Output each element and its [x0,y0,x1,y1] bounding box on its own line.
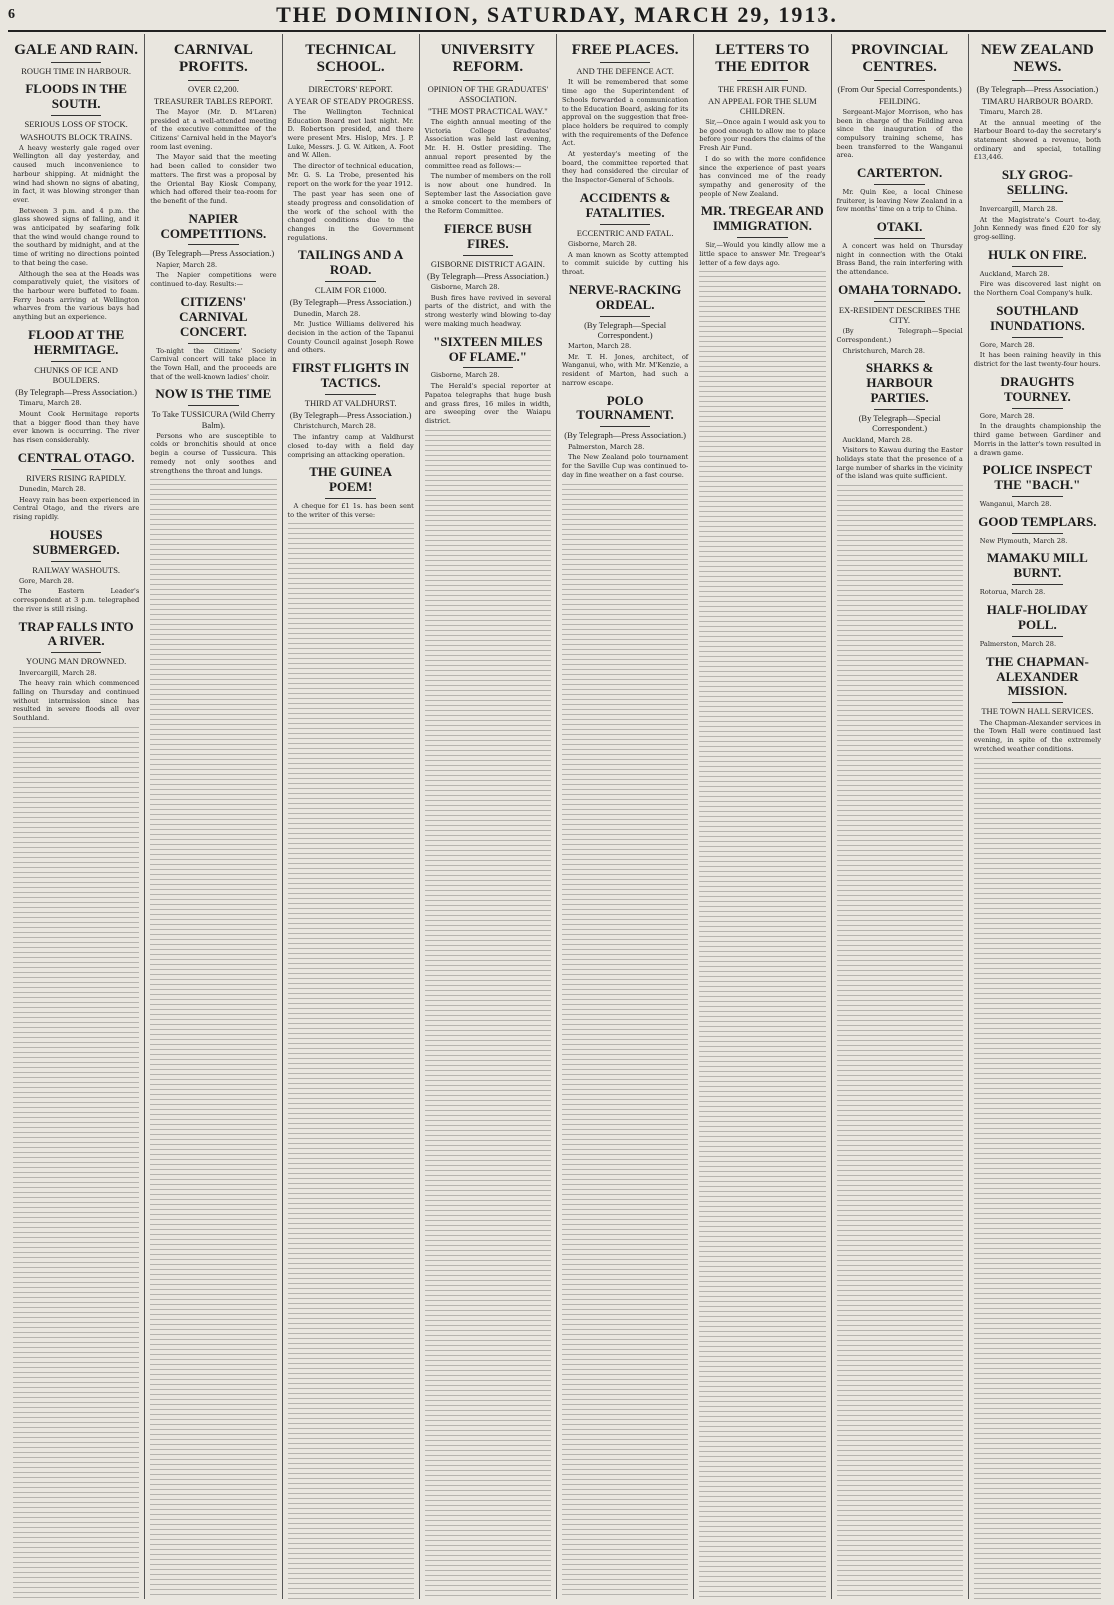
article-body [974,412,1101,458]
article-subheading: DIRECTORS' REPORT. [308,83,393,94]
column-4 [420,34,557,1599]
headline-rule [1012,408,1063,409]
column-5 [557,34,694,1599]
article-headline: FLOODS IN THE SOUTH. [25,81,127,112]
article-paragraph: (By Telegraph—Special Correspondent.) [836,327,963,344]
article [974,248,1101,298]
article [699,204,825,267]
article-paragraph: Dunedin, March 28. [19,484,86,493]
article [13,328,139,445]
article-body [562,443,688,480]
article-body [837,436,963,482]
article-body [562,78,688,184]
article-paragraph: Gisborne, March 28. [430,283,500,292]
article-paragraph: Dunedin, March 28. [293,309,361,318]
headline-rule [188,405,239,406]
article [150,42,276,206]
headline-rule [874,301,925,302]
article [13,620,139,723]
article-body [974,537,1101,546]
article [974,603,1101,649]
article-subheading: A YEAR OF STEADY PROGRESS. [287,95,414,106]
article-subheading: ROUGH TIME IN HARBOUR. [21,66,132,77]
headline-rule [600,316,651,317]
article-body [837,108,963,160]
article-headline: CARNIVAL PROFITS. [173,42,253,76]
headline-rule [51,469,102,470]
headline-rule [188,244,239,245]
article-paragraph: It has been raining heavily in this district for the last twenty-four hours. [973,351,1101,369]
article-body [13,399,139,445]
article-headline: CENTRAL OTAGO. [17,449,135,465]
article-paragraph: The Wellington Technical Education Board met last night. Mr. D. Robertson presided, and there were present Mrs. Hislop, Mrs. J. P. Luke, Messrs. J. G. W. Aitken, A. Foot and W. Allen. [287,107,414,160]
article-subheading: (By Telegraph—Special Correspondent.) [858,413,941,434]
article [562,42,688,185]
article-subheading: YOUNG MAN DROWNED. [25,656,127,667]
article-headline: POLICE INSPECT THE "BACH." [982,462,1093,493]
article-subheading: CLAIM FOR £1000. [314,285,387,296]
headline-rule [51,561,102,562]
article [150,387,276,475]
article-paragraph: Gisborne, March 28. [568,239,637,248]
article-headline: HALF-HOLIDAY POLL. [986,602,1089,632]
article-headline: TECHNICAL SCHOOL. [305,42,397,76]
article-paragraph: Rotorua, March 28. [979,588,1046,597]
article-paragraph: Between 3 p.m. and 4 p.m. the glass showed signs of falling, and it was anticipated by seafaring folk that the wind would change round to the southard by midnight, and at the time of writing no directions pointed to that being the case. [13,206,140,267]
article-body [837,327,963,355]
article-paragraph: Mount Cook Hermitage reports that a bigger flood than they have ever known is occurring. The river has risen considerably. [13,409,140,444]
article [974,655,1101,754]
article [974,375,1101,457]
article-body [150,261,276,289]
column-text-lines [974,758,1101,1599]
article [837,283,963,355]
article-body [974,500,1101,509]
article [974,168,1101,242]
article-body [288,108,414,243]
masthead [8,0,1106,32]
article-body [974,640,1101,649]
article-headline: FREE PLACES. [571,42,679,58]
article-body [974,108,1101,162]
article-subheading: ECCENTRIC AND FATAL. [576,227,674,238]
article-subheading: WASHOUTS BLOCK TRAINS. [20,131,133,142]
article-headline: NERVE-RACKING ORDEAL. [569,281,682,312]
article-paragraph: Gore, March 28. [979,340,1035,349]
article-headline: SOUTHLAND INUNDATIONS. [990,302,1085,333]
headline-rule [737,80,788,81]
headline-rule [188,80,239,81]
article-subheading: TREASURER TABLES REPORT. [154,95,273,106]
article [288,465,414,519]
article-body [974,341,1101,369]
article-paragraph: Palmerston, March 28. [568,442,645,451]
article-headline: CITIZENS' CARNIVAL CONCERT. [179,293,248,339]
page-number: 6 [8,7,15,22]
article [150,295,276,382]
article [699,42,825,198]
article-paragraph: The Chapman-Alexander services in the Town Hall were continued last evening, in spite of the extremely wretched weather conditions. [973,718,1101,753]
article-paragraph: It will be remembered that some time ago the Superintendent of Schools forwarded a communication to the Education Board, asking for its approval on the suggestion that free-place holders be required to comply with the requirements of the Defence Act. [562,78,689,148]
column-text-lines [562,484,688,1599]
article-paragraph: The Eastern Leader's correspondent at 3 p.m. telegraphed the river is still rising. [13,587,140,613]
article-headline: FIERCE BUSH FIRES. [443,220,532,251]
headline-rule [600,224,651,225]
article [425,222,551,329]
article-paragraph: The Mayor (Mr. D. M'Laren) presided at a well-attended meeting of the executive committee of the Citizens' Carnival held in the Mayor's room last evening. [150,107,277,151]
article-paragraph: Wanganui, March 28. [979,500,1052,509]
article-body [699,241,825,267]
article-body [974,270,1101,298]
article-subheading: SERIOUS LOSS OF STOCK. [24,119,128,130]
article-paragraph: Napier, March 28. [156,260,218,269]
article-paragraph: The director of technical education, Mr. G. S. La Trobe, presented his report on the work for the year 1912. [287,162,414,188]
headline-rule [188,343,239,344]
headline-rule [463,367,514,368]
article-subheading: THE TOWN HALL SERVICES. [981,706,1094,717]
headline-rule [51,361,102,362]
headline-rule [325,281,376,282]
article [150,212,276,289]
headline-rule [737,237,788,238]
article-headline: GALE AND RAIN. [14,42,138,58]
article-subheading: (By Telegraph—Press Association.) [289,410,412,421]
article-subheading: EX-RESIDENT DESCRIBES THE CITY. [838,304,961,326]
article-subheading: CHUNKS OF ICE AND BOULDERS. [34,364,119,385]
article-paragraph: The Napier competitions were continued to-day. Results:— [150,271,277,289]
article-paragraph: Timaru, March 28. [979,107,1043,116]
article-paragraph: Sir,—Once again I would ask you to be good enough to allow me to place before your readers the claims of the Fresh Air Fund. [699,118,826,153]
article-headline: HULK ON FIRE. [988,246,1087,262]
column-8 [969,34,1106,1599]
article-subheading: (By Telegraph—Press Association.) [564,430,687,441]
headline-rule [51,62,102,63]
article-subheading: (From Our Special Correspondents.) [837,83,962,94]
headline-rule [463,80,514,81]
article [425,42,551,216]
article-subheading: THE FRESH AIR FUND. [717,83,807,94]
headline-rule [51,115,102,116]
article-body [699,118,825,198]
article-paragraph: Mr. Quin Kee, a local Chinese fruiterer, is leaving New Zealand in a few months' time on a trip to China. [836,188,963,214]
article-body [13,144,139,322]
article-paragraph: Marton, March 28. [568,342,632,350]
article-subheading: GISBORNE DISTRICT AGAIN. [430,258,545,269]
article-headline: TAILINGS AND A ROAD. [298,247,404,278]
article [288,361,414,459]
article-headline: FLOOD AT THE HERMITAGE. [28,326,125,357]
article-paragraph: A heavy westerly gale raged over Wellington all day yesterday, and caused much inconvenience to harbour shipping. At midnight the wind had shown no signs of abating, in fact, it was blowing stronger than ever. [13,143,140,204]
article-paragraph: The number of members on the roll is now about one hundred. In September last the Association gave a smoke concert to the members of the Reform Committee. [424,172,551,216]
headline-rule [325,394,376,395]
article-body [150,432,276,476]
article-headline: THE CHAPMAN-ALEXANDER MISSION. [985,653,1089,699]
column-text-lines [837,485,963,1599]
column-1 [8,34,145,1599]
article [837,42,963,160]
column-text-lines [288,523,414,1599]
headline-rule [1012,584,1063,585]
headline-rule [325,80,376,81]
article-subheading: (By Telegraph—Press Association.) [426,270,549,281]
article-body [974,588,1101,597]
article-subheading: AND THE DEFENCE ACT. [576,66,674,77]
article-paragraph: The past year has seen one of steady progress and consolidation of the work of the school with the changed conditions due to the changes in the Government regulations. [287,190,414,242]
headline-rule [51,652,102,653]
article [425,335,551,426]
article [974,463,1101,509]
article-headline: LETTERS TO THE EDITOR [715,42,810,76]
article [562,191,688,277]
article-subheading: RAILWAY WASHOUTS. [32,564,121,575]
article-paragraph: The eighth annual meeting of the Victoria College Graduates' Association was held last evening, Mr. H. H. Ostler presiding. The annual report presented by the committee read as follows:— [424,118,551,170]
article-paragraph: Sir,—Would you kindly allow me a little space to answer Mr. Tregear's letter of a few days ago. [699,241,826,267]
article-body [425,371,551,425]
article-body [562,342,688,388]
article-paragraph: The heavy rain which commenced falling on Thursday and continued without intermission since has resulted in severe floods all over Southland. [13,679,140,723]
article-paragraph: Visitors to Kawau during the Easter holidays state that the presence of a large number of sharks in the vicinity of the island was quite sufficient. [836,446,963,481]
article-paragraph: Auckland, March 28. [979,269,1050,278]
article-paragraph: To-night the Citizens' Society Carnival concert will take place in the Town Hall, and the proceeds are that of the well-known ladies' choir. [150,346,277,381]
article-headline: OMAHA TORNADO. [838,281,962,297]
article-subheading: (By Telegraph—Press Association.) [976,83,1099,94]
article-paragraph: Gore, March 28. [979,411,1035,420]
article-paragraph: At yesterday's meeting of the board, the committee reported that they had considered the circular of the Inspector-General of Schools. [562,150,689,185]
article [288,42,414,242]
article [13,42,139,76]
article-paragraph: Auckland, March 28. [842,435,913,444]
article-paragraph: A concert was held on Thursday night in connection with the Otaki Brass Band, the rain interfering with the attendance. [836,242,963,277]
article-paragraph: Invercargill, March 28. [979,204,1058,213]
article [974,515,1101,546]
article-body [425,283,551,329]
article-headline: ACCIDENTS & FATALITIES. [579,189,671,220]
article [13,451,139,522]
article-headline: CARTERTON. [857,165,943,181]
article [837,166,963,214]
article-headline: TRAP FALLS INTO A RIVER. [18,618,134,649]
article [288,248,414,355]
headline-rule [600,426,651,427]
article-paragraph: A cheque for £1 1s. has been sent to the writer of this verse: [287,502,414,519]
article [837,361,963,481]
article-body [974,719,1101,754]
column-7 [832,34,969,1599]
article-paragraph: Christchurch, March 28. [842,346,925,355]
headline-rule [874,184,925,185]
article-subheading: THIRD AT VALDHURST. [304,398,397,409]
article-paragraph: Persons who are susceptible to colds or bronchitis should at once begin a course of Tussicura. This remedy not only soothes and strengthens the throat and lungs. [150,431,277,475]
article-paragraph: Mr. T. H. Jones, architect, of Wanganui, who, with Mr. M'Kenzie, a resident of Marton, had such a narrow escape. [562,352,689,387]
article-paragraph: Sergeant-Major Morrison, who has been in charge of the Feilding area since the inauguration of the compulsory training scheme, has been transferred to the Wanganui area. [836,107,963,160]
article-body [288,502,414,519]
column-text-lines [150,479,276,1599]
article-paragraph: Bush fires have revived in several parts of the district, and with the strong westerly wind blowing to-day were making much headway. [424,293,551,328]
article-headline: MR. TREGEAR AND IMMIGRATION. [700,203,824,234]
article-body [13,577,139,614]
article-headline: NEW ZEALAND NEWS. [981,42,1094,76]
article-body [837,242,963,277]
article-paragraph: Timaru, March 28. [19,399,82,408]
article-headline: OTAKI. [876,219,923,235]
article [974,42,1101,162]
article-paragraph: Gore, March 28. [19,576,74,585]
article-headline: NOW IS THE TIME [155,386,272,402]
article-paragraph: The Herald's special reporter at Papatoa telegraphs that huge bush and grass fires, 16 miles in width, are sweeping over the Waiapu district. [424,382,551,425]
article-subheading: OPINION OF THE GRADUATES' ASSOCIATION. [427,83,549,104]
article-headline: HOUSES SUBMERGED. [32,526,120,557]
article-subheading: RIVERS RISING RAPIDLY. [26,472,127,483]
article-body [288,422,414,459]
article-subheading: FEILDING. [878,95,921,106]
headline-rule [325,498,376,499]
article-paragraph: At the annual meeting of the Harbour Board to-day the secretary's statement showed a revenue, both ordinary and special, totalling £13,446. [973,118,1101,162]
article-headline: MAMAKU MILL BURNT. [987,550,1088,581]
article-subheading: (By Telegraph—Press Association.) [289,297,412,308]
article-paragraph: The infantry camp at Valdhurst closed to-day with a field day comprising an attacking operation. [287,433,414,459]
article-body [150,108,276,206]
article-headline: UNIVERSITY REFORM. [440,42,535,76]
column-2 [145,34,282,1599]
article-headline: PROVINCIAL CENTRES. [851,42,948,76]
headline-rule [1012,702,1063,703]
article-headline: POLO TOURNAMENT. [576,392,674,423]
article [562,394,688,480]
article-body [13,485,139,522]
article-body [425,118,551,216]
article-paragraph: I do so with the more confidence since the experience of past years has convinced me of the ready sympathy and generosity of the people of New Zealand. [699,154,826,198]
headline-rule [1012,496,1063,497]
headline-rule [1012,636,1063,637]
article [13,82,139,321]
article-subheading: To Take TUSSICURA (Wild Cherry Balm). [151,409,276,430]
article [13,528,139,614]
article-paragraph: New Plymouth, March 28. [979,536,1068,545]
article-headline: FIRST FLIGHTS IN TACTICS. [292,360,410,391]
column-text-lines [699,271,825,1599]
article-paragraph: A man known as Scotty attempted to commit suicide by cutting his throat. [562,250,689,277]
article-subheading: AN APPEAL FOR THE SLUM CHILDREN. [708,95,817,116]
headline-rule [874,238,925,239]
article-subheading: (By Telegraph—Special Correspondent.) [584,319,667,340]
headline-rule [463,255,514,256]
headline-rule [600,62,651,63]
article-paragraph: In the draughts championship the third game between Gardiner and Morris in the latter's town resulted in a drawn game. [973,422,1101,457]
column-grid [8,34,1106,1599]
column-text-lines [425,430,551,1599]
article-headline: GOOD TEMPLARS. [978,513,1097,529]
article-subheading: OVER £2,200. [187,83,239,94]
article-paragraph: The New Zealand polo tournament for the Saville Cup was continued to-day in fine weather on a fast course. [562,453,689,479]
article-subheading: (By Telegraph—Press Association.) [152,248,275,259]
headline-rule [1012,80,1063,81]
article-body [837,188,963,214]
article-paragraph: Fire was discovered last night on the Northern Coal Company's hulk. [973,280,1101,298]
headline-rule [874,80,925,81]
article-headline: THE GUINEA POEM! [309,464,392,495]
article-paragraph: Palmerston, March 28. [979,639,1057,648]
article-paragraph: Invercargill, March 28. [19,668,97,677]
article-paragraph: Christchurch, March 28. [293,422,376,431]
column-6 [694,34,831,1599]
article-body [974,205,1101,242]
headline-rule [1012,337,1063,338]
article-paragraph: Heavy rain has been experienced in Central Otago, and the rivers are rising rapidly. [13,495,140,521]
headline-rule [1012,533,1063,534]
article-subheading: (By Telegraph—Press Association.) [15,387,138,397]
article-headline: "SIXTEEN MILES OF FLAME." [433,333,543,364]
article [974,304,1101,369]
article [562,283,688,388]
article-headline: SHARKS & HARBOUR PARTIES. [865,360,934,406]
article-body [562,240,688,277]
article-paragraph: At the Magistrate's Court to-day, John Kennedy was fined £20 for sly grog-selling. [973,215,1101,242]
headline-rule [874,409,925,410]
article-subheading: TIMARU HARBOUR BOARD. [981,95,1093,106]
headline-rule [1012,201,1063,202]
article-paragraph: Gisborne, March 28. [430,371,500,380]
article-body [288,310,414,356]
column-text-lines [13,727,139,1599]
article-headline: NAPIER COMPETITIONS. [160,210,267,241]
headline-rule [1012,266,1063,267]
article-body [150,347,276,382]
article-paragraph: Mr. Justice Williams delivered his decision in the action of the Tapanui County Council against Joseph Rowe and others. [287,320,414,355]
article-paragraph: Although the sea at the Heads was comparatively quiet, the visitors of the harbour were buffeted to foam. Ferry boats arriving at Wellington wharves from the various bays had anything but an experience. [13,269,140,322]
column-3 [283,34,420,1599]
masthead-title: THE DOMINION, SATURDAY, MARCH 29, 1913. [276,2,838,27]
article [837,220,963,277]
article-headline: SLY GROG-SELLING. [1001,167,1073,198]
article-headline: DRAUGHTS TOURNEY. [1000,373,1075,404]
article-body [13,669,139,723]
article-paragraph: The Mayor said that the meeting had been called to consider two matters. The first was a proposal by the Oriental Bay Kiosk Company, which had offered their tea-room for the benefit of the fund. [150,153,277,205]
article-subheading: "THE MOST PRACTICAL WAY." [428,105,548,116]
article [974,551,1101,597]
